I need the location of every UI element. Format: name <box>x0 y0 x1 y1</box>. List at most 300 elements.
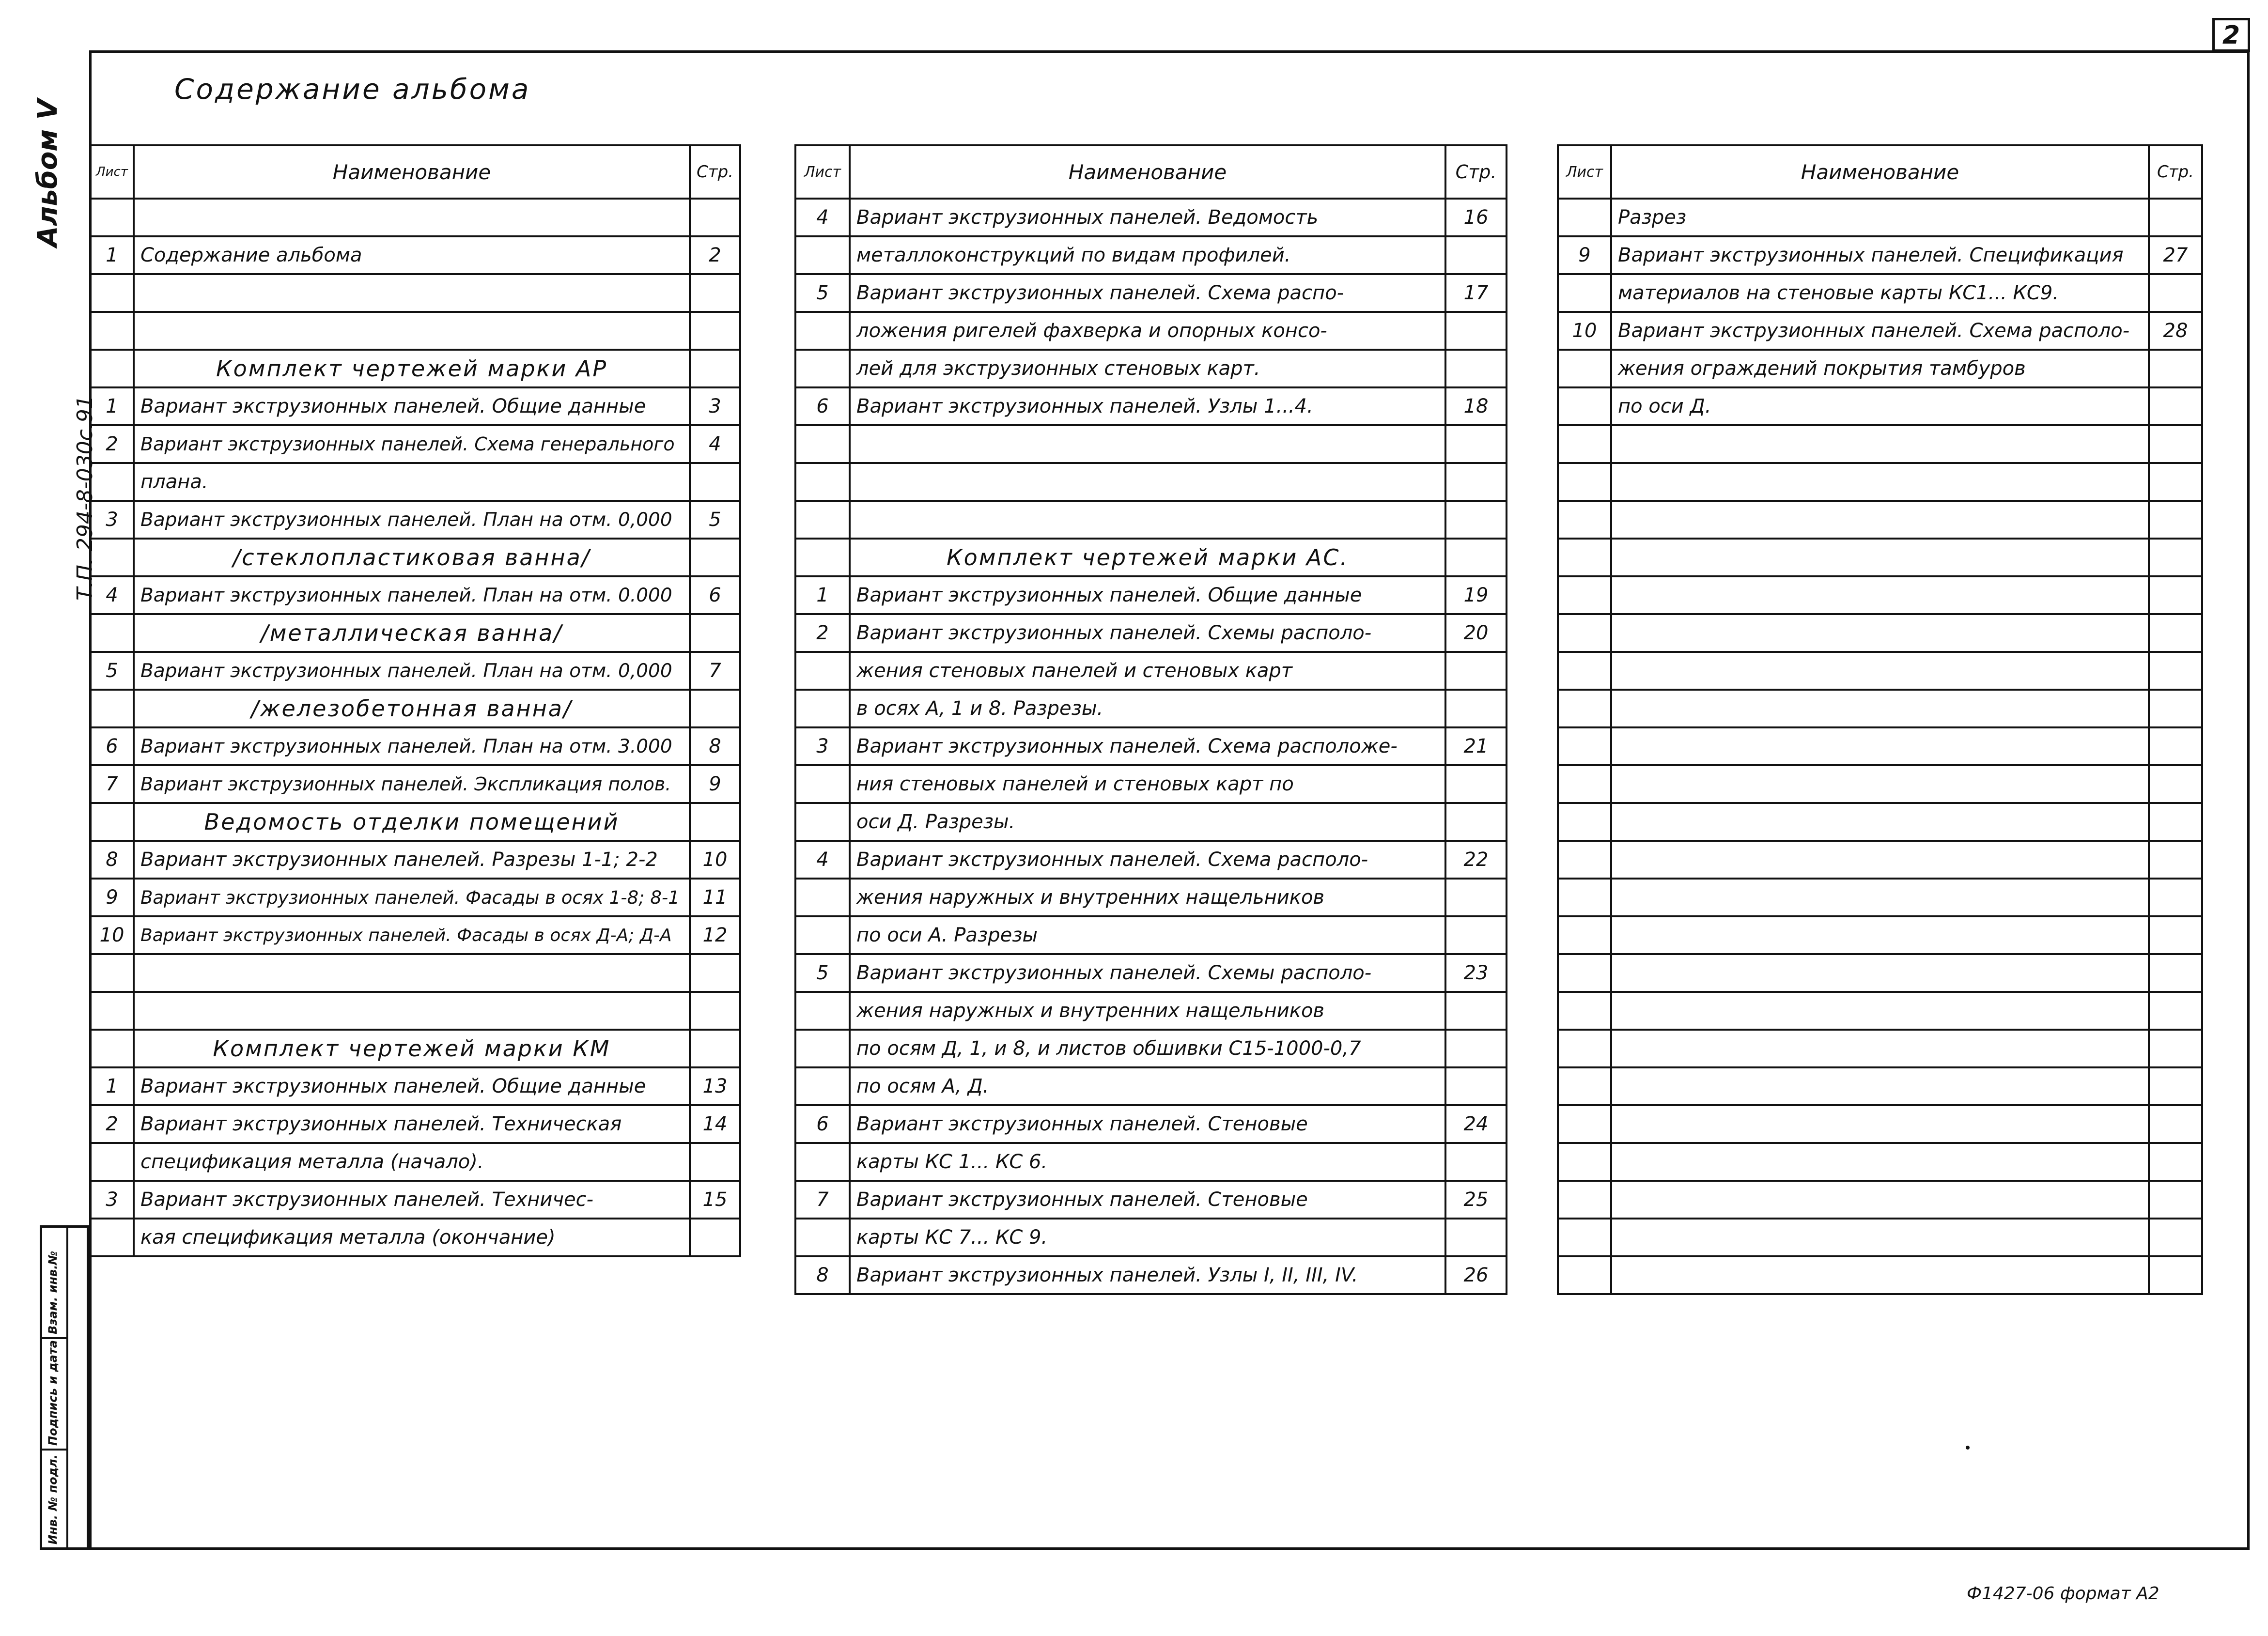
sheet-number-cell: 8 <box>90 841 134 879</box>
sheet-number-cell: 7 <box>90 765 134 803</box>
sheet-number-cell <box>1558 727 1611 765</box>
sheet-number-cell <box>1558 387 1611 425</box>
table-row <box>90 1219 740 1256</box>
stamp-cell <box>42 1228 66 1339</box>
item-name-cell: Вариант экструзионных панелей. Техничес- <box>134 1181 690 1219</box>
page-number-cell: 22 <box>1445 841 1507 879</box>
item-name-cell: жения ограждений покрытия тамбуров <box>1611 350 2149 387</box>
sheet-number-cell <box>90 312 134 350</box>
sheet-number-cell: 1 <box>90 387 134 425</box>
page-number-cell: 13 <box>690 1067 740 1105</box>
page-number-cell <box>1445 765 1507 803</box>
sheet-number-cell <box>1558 350 1611 387</box>
item-name-cell: Комплект чертежей марки АС. <box>850 539 1445 576</box>
sheet-number-cell <box>90 1219 134 1256</box>
contents-table-2 <box>794 144 1507 1295</box>
header-sheet: Лист <box>90 145 134 199</box>
page-number-cell: 8 <box>690 727 740 765</box>
item-name-cell <box>1611 1105 2149 1143</box>
sheet-number-cell <box>1558 954 1611 992</box>
page-number-cell <box>1445 652 1507 690</box>
sheet-number-cell <box>1558 614 1611 652</box>
table-row <box>795 501 1507 539</box>
sheet-number-cell <box>795 652 850 690</box>
table-row <box>1558 803 2202 841</box>
item-name-cell <box>1611 1181 2149 1219</box>
stamp-label: Взам. инв.№ <box>46 1250 60 1334</box>
page-number-cell <box>690 199 740 236</box>
sheet-number-cell <box>1558 992 1611 1030</box>
item-name-cell <box>1611 1030 2149 1067</box>
sheet-number-cell: 2 <box>795 614 850 652</box>
header-page: Стр. <box>2149 145 2202 199</box>
item-name-cell: Вариант экструзионных панелей. План на отм. 3.000 <box>134 727 690 765</box>
item-name-cell: /металлическая ванна/ <box>134 614 690 652</box>
table-row <box>795 614 1507 652</box>
page-number-cell <box>690 539 740 576</box>
sheet-number-cell <box>1558 425 1611 463</box>
sheet-number-cell <box>1558 1030 1611 1067</box>
sheet-number-cell <box>795 992 850 1030</box>
table-row <box>90 765 740 803</box>
page-number-cell: 3 <box>690 387 740 425</box>
sheet-number-cell <box>1558 199 1611 236</box>
sheet-number-cell: 3 <box>90 501 134 539</box>
sheet-number-cell <box>795 879 850 916</box>
item-name-cell: Вариант экструзионных панелей. Схема распо- <box>850 274 1445 312</box>
header-sheet: Лист <box>1558 145 1611 199</box>
album-label: Альбом V <box>32 99 63 247</box>
page-number-cell: 4 <box>690 425 740 463</box>
item-name-cell <box>1611 501 2149 539</box>
sheet-number-cell <box>1558 841 1611 879</box>
table-row <box>1558 501 2202 539</box>
table-row <box>795 312 1507 350</box>
item-name-cell <box>1611 841 2149 879</box>
sheet-number-cell: 4 <box>795 841 850 879</box>
table-row <box>90 1067 740 1105</box>
sheet-number-cell: 10 <box>90 916 134 954</box>
table-row <box>795 954 1507 992</box>
table-row <box>90 463 740 501</box>
page-number-cell <box>690 954 740 992</box>
table-row <box>795 1105 1507 1143</box>
page-number-cell <box>2149 841 2202 879</box>
table-row <box>90 539 740 576</box>
table-row <box>1558 199 2202 236</box>
page-number-cell <box>2149 954 2202 992</box>
table-row <box>1558 576 2202 614</box>
item-name-cell: Разрез <box>1611 199 2149 236</box>
sheet-number-cell <box>1558 879 1611 916</box>
item-name-cell: Вариант экструзионных панелей. Экспликация полов. <box>134 765 690 803</box>
sheet-number-cell: 2 <box>90 425 134 463</box>
page-number-cell <box>1445 312 1507 350</box>
item-name-cell <box>850 501 1445 539</box>
sheet-number-cell: 5 <box>90 652 134 690</box>
page-number-cell <box>1445 879 1507 916</box>
table-row <box>90 501 740 539</box>
item-name-cell <box>1611 614 2149 652</box>
table-row <box>795 803 1507 841</box>
sheet-number-cell <box>1558 765 1611 803</box>
sheet-number-cell <box>1558 690 1611 727</box>
item-name-cell <box>1611 916 2149 954</box>
table-row <box>795 879 1507 916</box>
table-row <box>1558 236 2202 274</box>
page-number-cell <box>690 350 740 387</box>
item-name-cell: Вариант экструзионных панелей. Спецификация <box>1611 236 2149 274</box>
item-name-cell: по осям А, Д. <box>850 1067 1445 1105</box>
table-row <box>795 425 1507 463</box>
item-name-cell: Вариант экструзионных панелей. План на отм. 0,000 <box>134 652 690 690</box>
item-name-cell: /железобетонная ванна/ <box>134 690 690 727</box>
page-number-cell <box>1445 992 1507 1030</box>
contents-table-3 <box>1557 144 2203 1295</box>
table-row <box>90 652 740 690</box>
item-name-cell: жения наружных и внутренних нащельников <box>850 992 1445 1030</box>
table-row <box>1558 916 2202 954</box>
item-name-cell: Вариант экструзионных панелей. Общие данные <box>134 387 690 425</box>
stamp-cell <box>42 1339 66 1451</box>
page-number-cell <box>1445 690 1507 727</box>
item-name-cell: по осям Д, 1, и 8, и листов обшивки С15-1000-0,7 <box>850 1030 1445 1067</box>
sheet-number-cell <box>1558 1256 1611 1294</box>
sheet-number-cell: 5 <box>795 274 850 312</box>
sheet-number-cell <box>90 803 134 841</box>
item-name-cell <box>1611 1256 2149 1294</box>
item-name-cell <box>1611 576 2149 614</box>
sheet-number-cell <box>90 954 134 992</box>
item-name-cell <box>134 274 690 312</box>
table-row <box>1558 350 2202 387</box>
scan-mark <box>1966 1446 1970 1450</box>
page-number-cell <box>1445 803 1507 841</box>
table-header <box>795 145 1507 199</box>
item-name-cell: Вариант экструзионных панелей. Общие данные <box>850 576 1445 614</box>
sheet-number-cell <box>1558 463 1611 501</box>
contents-table-1 <box>89 144 741 1257</box>
table-row <box>1558 1219 2202 1256</box>
sheet-number-cell: 1 <box>795 576 850 614</box>
item-name-cell: в осях А, 1 и 8. Разрезы. <box>850 690 1445 727</box>
sheet-number-cell <box>795 463 850 501</box>
item-name-cell: Вариант экструзионных панелей. Схема располо- <box>850 841 1445 879</box>
item-name-cell <box>1611 992 2149 1030</box>
table-row <box>90 1030 740 1067</box>
table-row <box>90 425 740 463</box>
item-name-cell: Вариант экструзионных панелей. Схема расположе- <box>850 727 1445 765</box>
item-name-cell <box>1611 463 2149 501</box>
table-row <box>90 954 740 992</box>
item-name-cell <box>1611 1067 2149 1105</box>
table-row <box>1558 954 2202 992</box>
page-number-cell <box>2149 690 2202 727</box>
table-row <box>795 690 1507 727</box>
sheet-number-cell <box>90 614 134 652</box>
table-row <box>1558 992 2202 1030</box>
page-number-cell <box>2149 576 2202 614</box>
table-row <box>1558 841 2202 879</box>
header-name: Наименование <box>134 145 690 199</box>
item-name-cell: Вариант экструзионных панелей. Фасады в осях 1-8; 8-1 <box>134 879 690 916</box>
item-name-cell: Ведомость отделки помещений <box>134 803 690 841</box>
table-row <box>795 1030 1507 1067</box>
item-name-cell: оси Д. Разрезы. <box>850 803 1445 841</box>
page-number-cell <box>690 690 740 727</box>
table-row <box>90 387 740 425</box>
page-number-cell: 23 <box>1445 954 1507 992</box>
item-name-cell <box>1611 652 2149 690</box>
table-row <box>1558 312 2202 350</box>
page-number-cell: 5 <box>690 501 740 539</box>
sheet-number-cell <box>90 199 134 236</box>
table-row <box>795 350 1507 387</box>
table-row <box>795 727 1507 765</box>
sheet-number-cell <box>1558 539 1611 576</box>
page-number-cell <box>690 803 740 841</box>
table-row <box>1558 463 2202 501</box>
sheet-number-cell <box>90 690 134 727</box>
item-name-cell: Вариант экструзионных панелей. Схема располо- <box>1611 312 2149 350</box>
item-name-cell: жения наружных и внутренних нащельников <box>850 879 1445 916</box>
sheet-number-cell <box>1558 1181 1611 1219</box>
item-name-cell <box>134 992 690 1030</box>
sheet-number-cell <box>795 501 850 539</box>
page-number-cell <box>2149 916 2202 954</box>
page-number-cell <box>2149 425 2202 463</box>
page-number-cell: 11 <box>690 879 740 916</box>
item-name-cell: по оси А. Разрезы <box>850 916 1445 954</box>
sheet-number-cell: 9 <box>1558 236 1611 274</box>
page-number-cell <box>2149 652 2202 690</box>
item-name-cell: плана. <box>134 463 690 501</box>
table-row <box>795 463 1507 501</box>
page-number-cell <box>1445 425 1507 463</box>
sheet-number-cell <box>90 350 134 387</box>
sheet-number-cell <box>90 992 134 1030</box>
table-row <box>1558 879 2202 916</box>
sheet-number-cell: 4 <box>90 576 134 614</box>
page-number-cell <box>2149 539 2202 576</box>
page-number-cell <box>690 1219 740 1256</box>
table-row <box>1558 1181 2202 1219</box>
item-name-cell: ложения ригелей фахверка и опорных консо- <box>850 312 1445 350</box>
stamp-label: Инв. № подл. <box>46 1454 60 1544</box>
page-number-cell <box>690 614 740 652</box>
page-number-cell: 20 <box>1445 614 1507 652</box>
table-header <box>90 145 740 199</box>
table-row <box>90 199 740 236</box>
document-code: Т.П. 294-8-030с.91 <box>73 395 97 601</box>
table-row <box>795 1181 1507 1219</box>
page-title: Содержание альбома <box>174 73 531 106</box>
page-number-cell <box>2149 1030 2202 1067</box>
sheet-number-cell <box>1558 1219 1611 1256</box>
item-name-cell: Вариант экструзионных панелей. Техническая <box>134 1105 690 1143</box>
item-name-cell: Вариант экструзионных панелей. Схемы располо- <box>850 614 1445 652</box>
table-row <box>1558 387 2202 425</box>
item-name-cell <box>134 954 690 992</box>
item-name-cell: жения стеновых панелей и стеновых карт <box>850 652 1445 690</box>
page-number-cell <box>2149 1105 2202 1143</box>
page-number-cell <box>1445 501 1507 539</box>
page-number-cell: 24 <box>1445 1105 1507 1143</box>
page-number-cell <box>2149 501 2202 539</box>
item-name-cell: карты КС 7... КС 9. <box>850 1219 1445 1256</box>
page-number-cell <box>2149 992 2202 1030</box>
page-number-cell: 9 <box>690 765 740 803</box>
table-row <box>90 916 740 954</box>
page-number-cell: 6 <box>690 576 740 614</box>
table-row <box>90 992 740 1030</box>
sheet-number-cell <box>1558 1067 1611 1105</box>
item-name-cell <box>1611 690 2149 727</box>
table-row <box>795 576 1507 614</box>
item-name-cell <box>1611 954 2149 992</box>
sheet-number-cell: 3 <box>90 1181 134 1219</box>
sheet-number-cell <box>1558 1143 1611 1181</box>
sheet-number-cell <box>1558 274 1611 312</box>
sheet-number-cell <box>1558 652 1611 690</box>
sheet-number-cell <box>1558 1105 1611 1143</box>
sheet-number-cell <box>795 690 850 727</box>
stamp-cell <box>42 1451 66 1547</box>
table-row <box>90 614 740 652</box>
sheet-number-cell <box>795 236 850 274</box>
item-name-cell <box>1611 425 2149 463</box>
page-number-cell <box>2149 463 2202 501</box>
table-row <box>1558 1256 2202 1294</box>
sheet-number-cell <box>1558 576 1611 614</box>
format-note: Ф1427-06 формат А2 <box>1967 1584 2159 1604</box>
sheet-number-cell <box>90 463 134 501</box>
table-row <box>90 312 740 350</box>
page-number-cell <box>690 274 740 312</box>
sheet-number-cell <box>795 539 850 576</box>
item-name-cell: /стеклопластиковая ванна/ <box>134 539 690 576</box>
item-name-cell <box>850 425 1445 463</box>
sheet-number-cell <box>795 803 850 841</box>
page-number-cell <box>690 312 740 350</box>
sheet-number-cell <box>90 274 134 312</box>
page-number-cell: 16 <box>1445 199 1507 236</box>
sheet-number-cell: 2 <box>90 1105 134 1143</box>
item-name-cell: металлоконструкций по видам профилей. <box>850 236 1445 274</box>
sheet-number-cell <box>1558 803 1611 841</box>
item-name-cell: спецификация металла (начало). <box>134 1143 690 1181</box>
item-name-cell: Вариант экструзионных панелей. Схема генерального <box>134 425 690 463</box>
page-number-cell <box>2149 1256 2202 1294</box>
page-number-cell <box>2149 614 2202 652</box>
item-name-cell: Вариант экструзионных панелей. Стеновые <box>850 1181 1445 1219</box>
table-row <box>1558 1067 2202 1105</box>
item-name-cell <box>1611 1143 2149 1181</box>
sheet-number-cell <box>795 1067 850 1105</box>
sheet-number-cell <box>90 1030 134 1067</box>
sheet-number-cell: 1 <box>90 1067 134 1105</box>
item-name-cell <box>134 199 690 236</box>
sheet-number-cell <box>1558 916 1611 954</box>
page-number-cell <box>690 463 740 501</box>
table-row <box>90 879 740 916</box>
stamp-column <box>42 1228 68 1547</box>
header-sheet: Лист <box>795 145 850 199</box>
page-number-cell <box>2149 727 2202 765</box>
page-number-cell <box>2149 350 2202 387</box>
item-name-cell <box>1611 803 2149 841</box>
item-name-cell: лей для экструзионных стеновых карт. <box>850 350 1445 387</box>
table-row <box>1558 1030 2202 1067</box>
table-row <box>795 1143 1507 1181</box>
table-row <box>90 274 740 312</box>
item-name-cell <box>1611 1219 2149 1256</box>
table-row <box>1558 614 2202 652</box>
page-number-cell: 25 <box>1445 1181 1507 1219</box>
page-number-cell <box>2149 803 2202 841</box>
page-number-cell <box>2149 387 2202 425</box>
page-number-cell <box>690 992 740 1030</box>
page-number-cell <box>1445 916 1507 954</box>
item-name-cell: по оси Д. <box>1611 387 2149 425</box>
sheet-number-cell: 6 <box>795 387 850 425</box>
stamp-label: Подпись и дата <box>46 1340 60 1446</box>
table-row <box>1558 765 2202 803</box>
sheet-number-cell <box>795 765 850 803</box>
page-number-cell <box>2149 1181 2202 1219</box>
header-page: Стр. <box>1445 145 1507 199</box>
table-row <box>90 690 740 727</box>
page-number-cell <box>2149 1219 2202 1256</box>
sheet-number-cell <box>795 1143 850 1181</box>
page-number-cell <box>1445 236 1507 274</box>
page-number-cell <box>1445 539 1507 576</box>
table-row <box>1558 1143 2202 1181</box>
table-header <box>1558 145 2202 199</box>
page-number-cell <box>1445 350 1507 387</box>
item-name-cell: карты КС 1... КС 6. <box>850 1143 1445 1181</box>
page-number-cell <box>2149 199 2202 236</box>
table-row <box>1558 652 2202 690</box>
sheet-number-cell <box>90 539 134 576</box>
page-number-cell <box>2149 274 2202 312</box>
table-row <box>1558 727 2202 765</box>
page-number-cell: 28 <box>2149 312 2202 350</box>
sheet-number-cell: 9 <box>90 879 134 916</box>
item-name-cell <box>1611 879 2149 916</box>
header-name: Наименование <box>850 145 1445 199</box>
table-row <box>795 841 1507 879</box>
item-name-cell: кая спецификация металла (окончание) <box>134 1219 690 1256</box>
table-row <box>90 350 740 387</box>
table-row <box>795 765 1507 803</box>
header-name: Наименование <box>1611 145 2149 199</box>
page-number-cell: 19 <box>1445 576 1507 614</box>
item-name-cell: Вариант экструзионных панелей. Ведомость <box>850 199 1445 236</box>
page-number-cell: 27 <box>2149 236 2202 274</box>
item-name-cell: Вариант экструзионных панелей. Общие данные <box>134 1067 690 1105</box>
sheet-number-cell <box>795 312 850 350</box>
table-row <box>1558 274 2202 312</box>
item-name-cell: Вариант экструзионных панелей. Фасады в осях Д-А; Д-А <box>134 916 690 954</box>
sheet-number-cell: 4 <box>795 199 850 236</box>
item-name-cell: Комплект чертежей марки АР <box>134 350 690 387</box>
sheet-number-cell <box>90 1143 134 1181</box>
item-name-cell <box>134 312 690 350</box>
page-number-cell <box>2149 879 2202 916</box>
sheet-number-cell: 8 <box>795 1256 850 1294</box>
page-number-cell: 26 <box>1445 1256 1507 1294</box>
